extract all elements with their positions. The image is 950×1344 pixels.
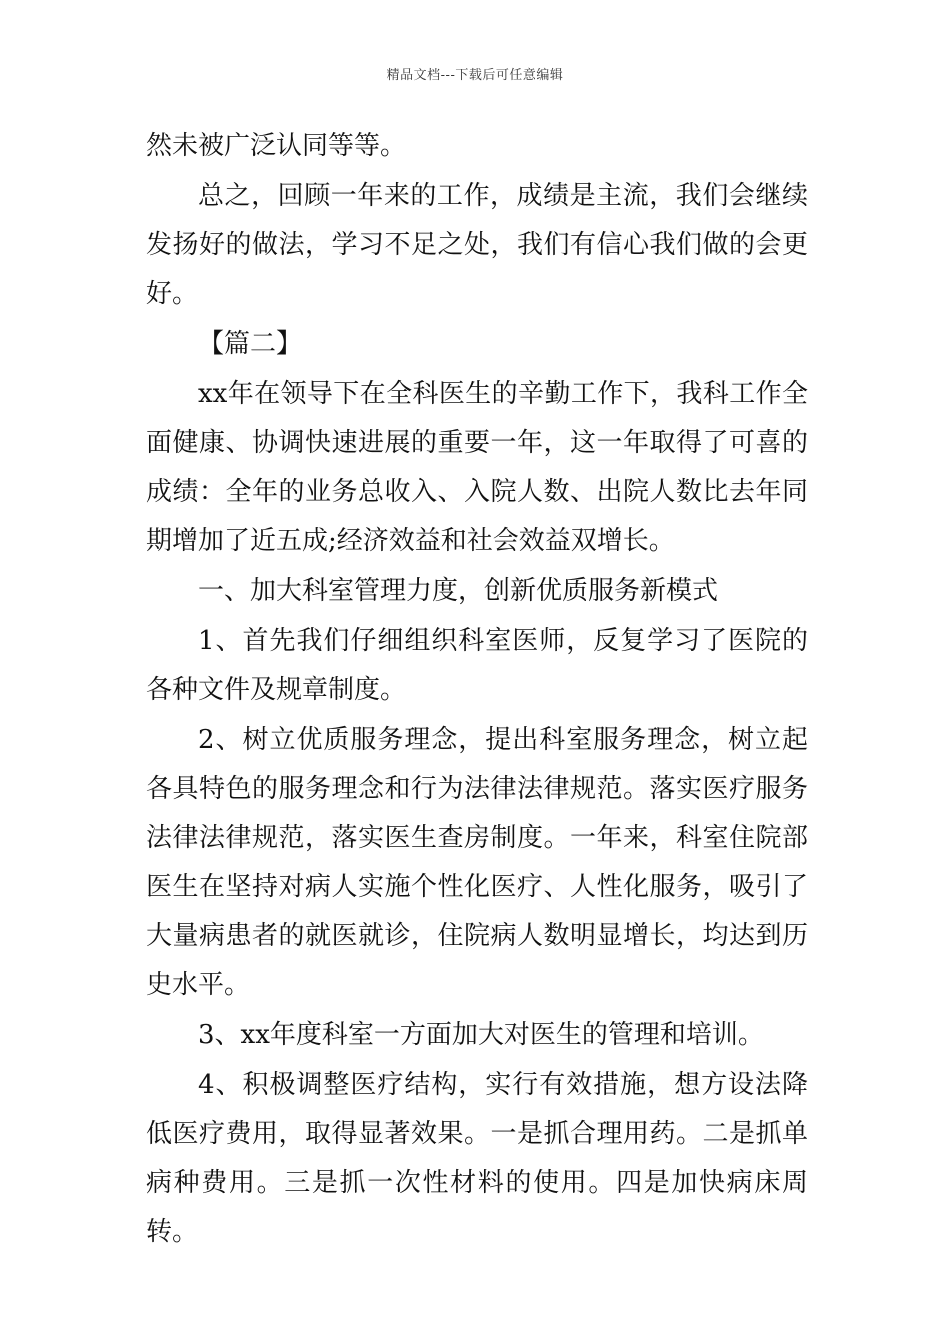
paragraph-item-2: 2、树立优质服务理念，提出科室服务理念，树立起各具特色的服务理念和行为法律法律规范。落实医疗服务法律法律规范，落实医生查房制度。一年来，科室住院部医生在坚持对病人实施个性化医疗、人性化服务，吸引了大量病患者的就医就诊，住院病人数明显增长，均达到历史水平。 (146, 725, 808, 1000)
document-body (146, 122, 808, 1258)
paragraph-intro: xx年在领导下在全科医生的辛勤工作下，我科工作全面健康、协调快速进展的重要一年，这一年取得了可喜的成绩：全年的业务总收入、入院人数、出院人数比去年同期增加了近五成;经济效益和社会效益双增长。 (146, 379, 808, 556)
section-heading: 【篇二】 (198, 329, 303, 359)
paragraph-item-1: 1、首先我们仔细组织科室医师，反复学习了医院的各种文件及规章制度。 (146, 626, 808, 705)
paragraph-continuation: 然未被广泛认同等等。 (146, 131, 407, 161)
page-header: 精品文档---下载后可任意编辑 (386, 68, 564, 83)
paragraph-subheading: 一、加大科室管理力度，创新优质服务新模式 (198, 576, 719, 606)
paragraph-item-3: 3、xx年度科室一方面加大对医生的管理和培训。 (198, 1020, 764, 1050)
paragraph-summary: 总之，回顾一年来的工作，成绩是主流，我们会继续发扬好的做法，学习不足之处，我们有信心我们做的会更好。 (146, 181, 808, 309)
paragraph-item-4: 4、积极调整医疗结构，实行有效措施，想方设法降低医疗费用，取得显著效果。一是抓合理用药。二是抓单病种费用。三是抓一次性材料的使用。四是加快病床周转。 (146, 1070, 808, 1247)
